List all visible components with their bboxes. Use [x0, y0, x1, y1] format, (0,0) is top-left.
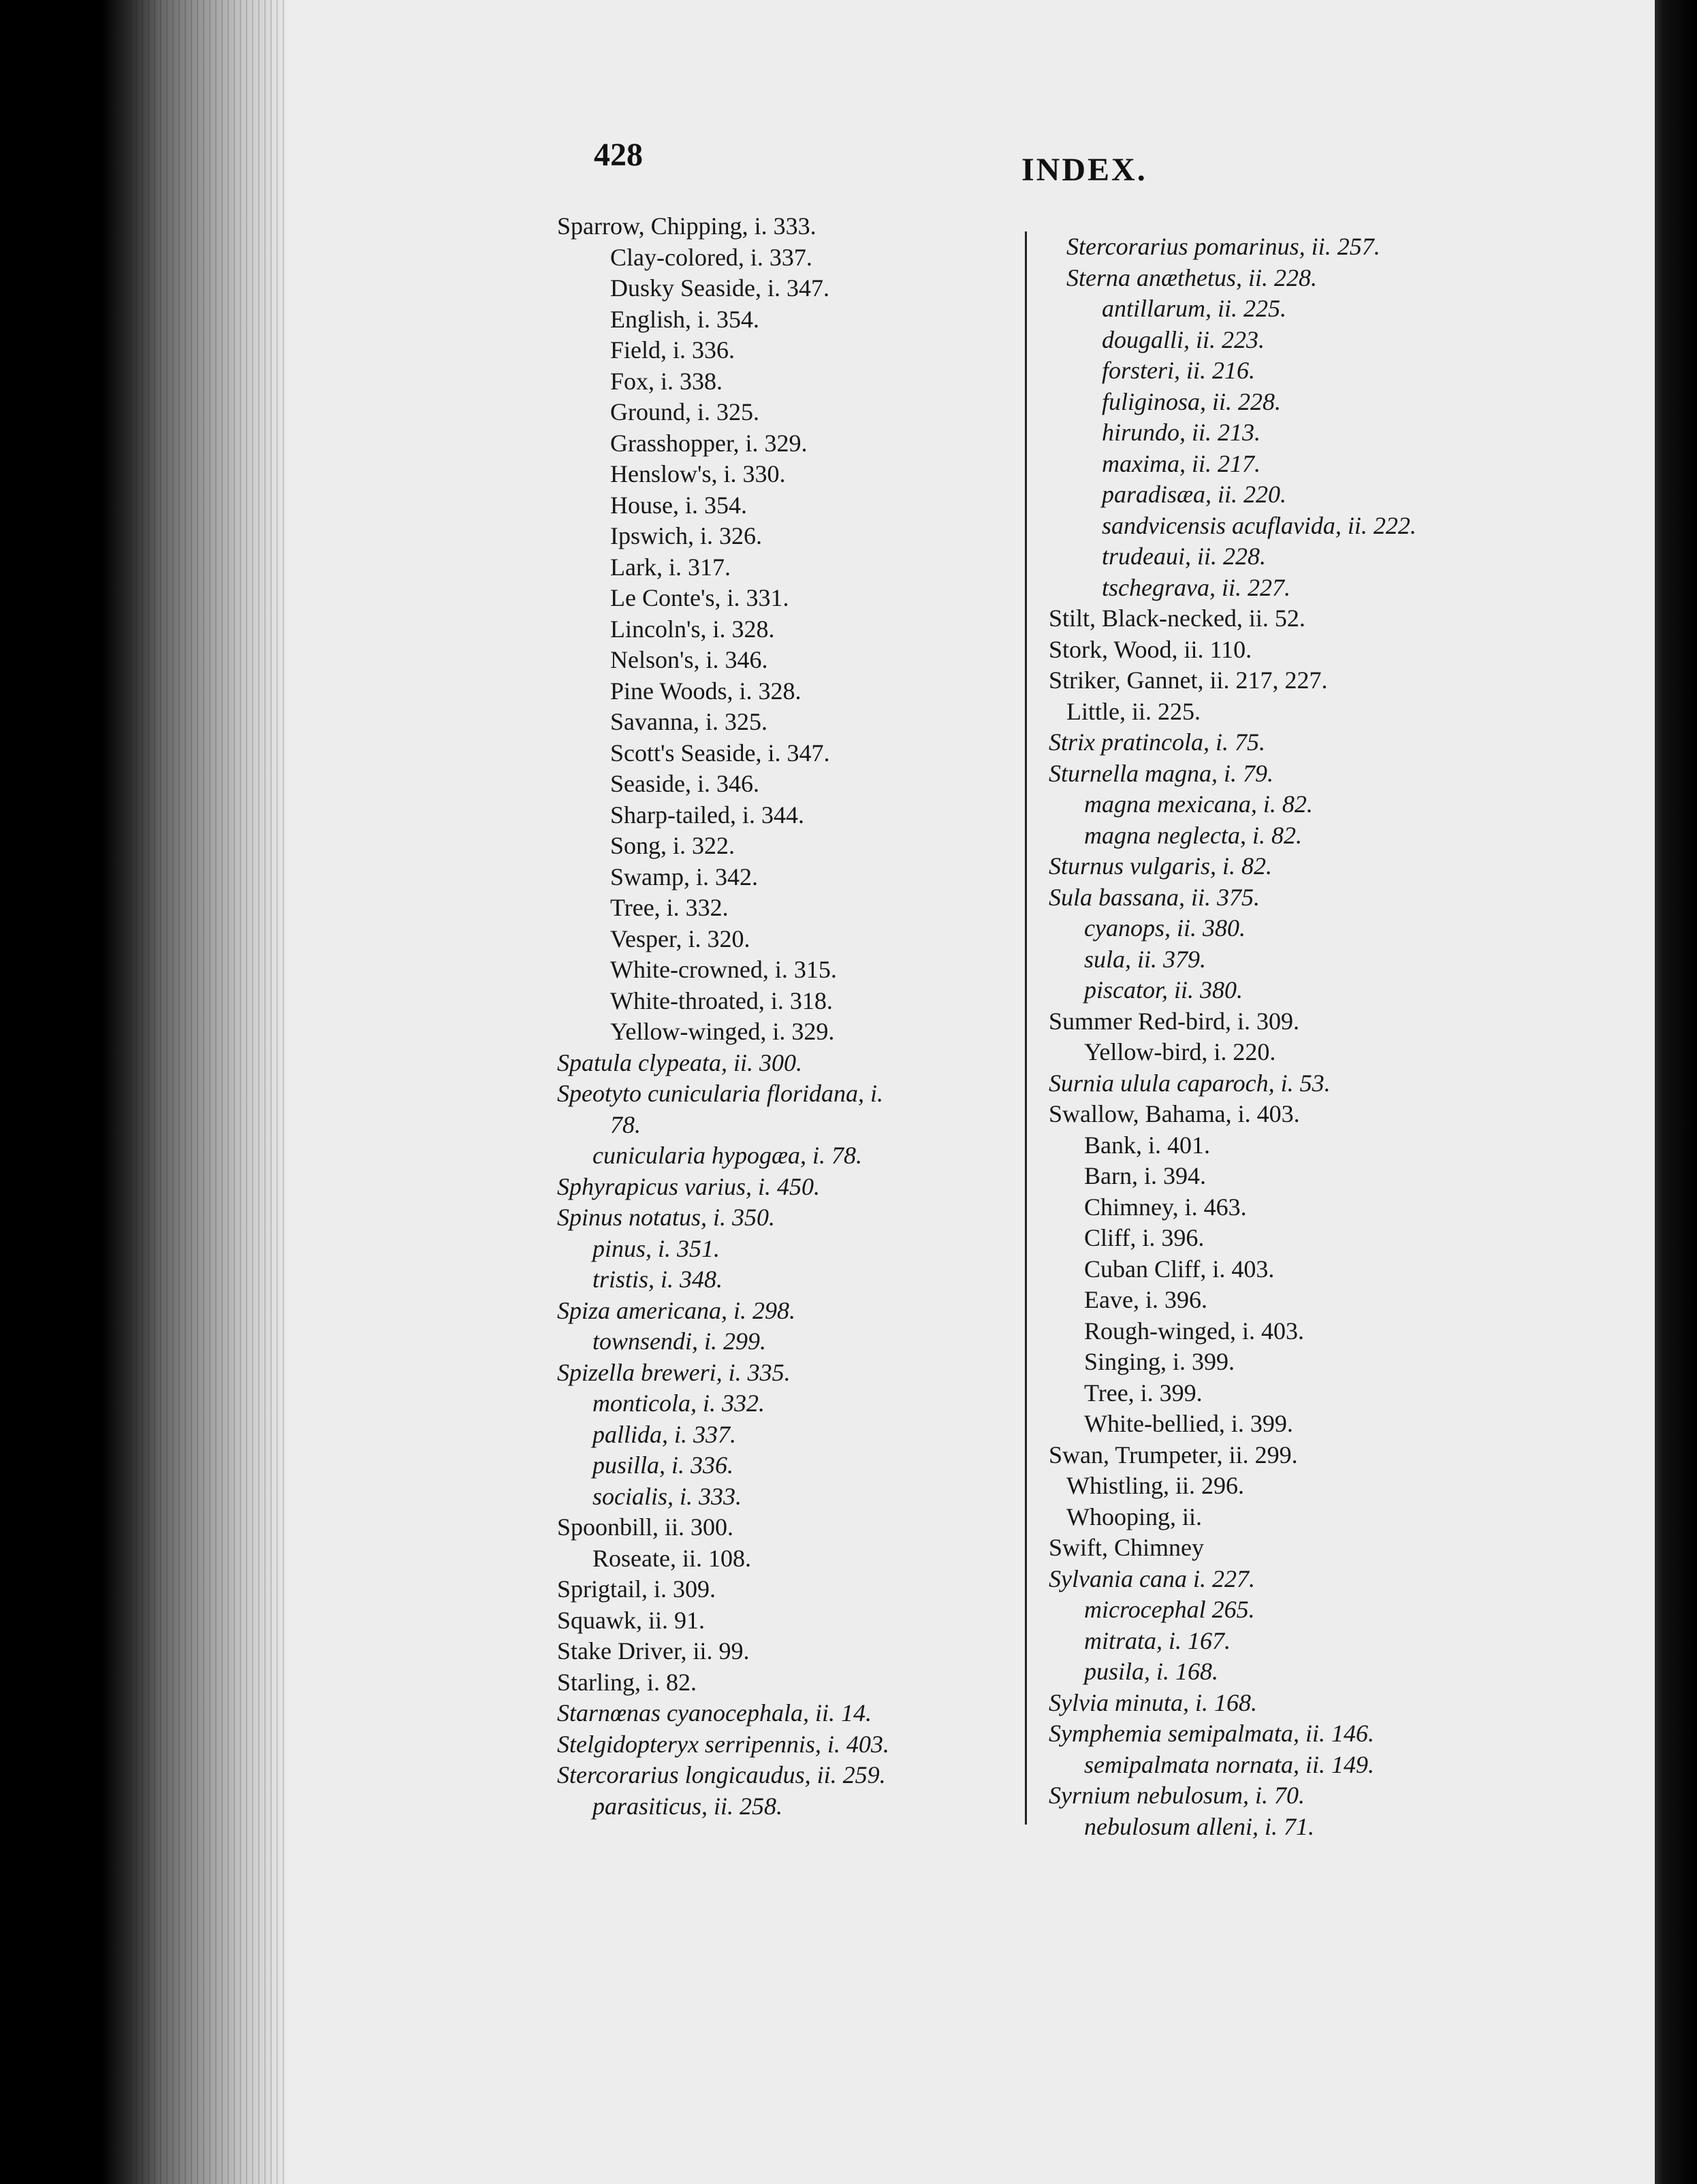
index-entry — [1049, 1532, 1525, 1564]
index-entry — [1049, 1626, 1525, 1657]
index-entry-text: Spoonbill, ii. 300. — [557, 1513, 734, 1541]
index-entry — [557, 1016, 1047, 1048]
index-entry — [1049, 1223, 1525, 1254]
index-entry — [557, 366, 1047, 398]
index-entry — [557, 1234, 1047, 1265]
index-entry — [1049, 758, 1525, 790]
index-entry-text: Le Conte's, i. 331. — [610, 584, 789, 611]
index-entry-text: Yellow-bird, i. 220. — [1084, 1038, 1276, 1065]
index-entry — [1049, 665, 1525, 696]
index-entry-text: cunicularia hypogæa, i. 78. — [592, 1142, 862, 1169]
index-entry — [1049, 944, 1525, 976]
index-entry — [1049, 1780, 1525, 1812]
index-entry-text: Tree, i. 332. — [610, 894, 729, 921]
index-entry — [557, 769, 1047, 800]
index-entry — [557, 954, 1047, 986]
index-entry — [1049, 573, 1525, 604]
index-entry-text: mitrata, i. 167. — [1084, 1626, 1231, 1654]
index-entry — [1049, 1068, 1525, 1099]
index-entry-text: Stake Driver, ii. 99. — [557, 1637, 750, 1665]
index-entry — [557, 304, 1047, 336]
index-entry — [1049, 1254, 1525, 1285]
index-entry-text: Spizella breweri, i. 335. — [557, 1358, 791, 1386]
index-entry — [557, 614, 1047, 645]
index-entry-text: microcephal 265. — [1084, 1596, 1255, 1623]
index-entry — [1049, 1347, 1525, 1378]
index-entry-text: Sterna anæthetus, ii. 228. — [1066, 263, 1317, 291]
index-entry-text: Starnœnas cyanocephala, ii. 14. — [557, 1699, 872, 1727]
index-entry — [557, 1698, 1047, 1729]
index-entry-text: Stercorarius pomarinus, ii. 257. — [1066, 233, 1380, 260]
index-entry — [557, 676, 1047, 707]
index-entry — [1049, 1409, 1525, 1440]
index-entry — [1049, 635, 1525, 666]
index-entry — [1049, 355, 1525, 387]
index-entry — [557, 1450, 1047, 1481]
index-entry-text: dougalli, ii. 223. — [1102, 325, 1265, 353]
index-entry-text: pusila, i. 168. — [1084, 1658, 1219, 1685]
index-entry-text: Syrnium nebulosum, i. 70. — [1049, 1782, 1305, 1809]
index-entry — [557, 1760, 1047, 1791]
index-entry — [1049, 263, 1525, 294]
index-entry-text: Surnia ulula caparoch, i. 53. — [1049, 1069, 1331, 1097]
index-entry — [557, 1605, 1047, 1637]
index-entry-text: Dusky Seaside, i. 347. — [610, 274, 829, 302]
index-entry-text: Sturnus vulgaris, i. 82. — [1049, 852, 1273, 880]
index-entry — [557, 645, 1047, 676]
index-entry-text: Little, ii. 225. — [1066, 697, 1201, 725]
index-entry-text: Tree, i. 399. — [1084, 1379, 1203, 1407]
index-entry — [1049, 1316, 1525, 1347]
index-entry — [1049, 789, 1525, 820]
index-entry — [557, 1481, 1047, 1513]
index-entry-text: Stelgidopteryx serripennis, i. 403. — [557, 1730, 889, 1758]
index-entry-text: Spiza americana, i. 298. — [557, 1296, 795, 1324]
index-entry-text: piscator, ii. 380. — [1084, 976, 1243, 1003]
index-entry — [557, 924, 1047, 955]
index-entry — [1049, 820, 1525, 852]
index-entry — [557, 552, 1047, 583]
index-entry — [1049, 1285, 1525, 1316]
index-entry — [557, 1264, 1047, 1296]
index-entry — [1049, 449, 1525, 480]
index-entry — [557, 211, 1047, 242]
index-entry-text: paradisæa, ii. 220. — [1102, 481, 1287, 508]
index-entry — [557, 1358, 1047, 1389]
index-entry — [1049, 1564, 1525, 1595]
index-entry-text: White-throated, i. 318. — [610, 986, 833, 1014]
index-entry-text: Field, i. 336. — [610, 336, 735, 364]
index-entry — [557, 1729, 1047, 1761]
index-entry — [557, 800, 1047, 831]
page-header: INDEX. — [1021, 152, 1147, 188]
index-entry-text: English, i. 354. — [610, 305, 760, 333]
index-entry — [557, 1419, 1047, 1451]
index-entry — [557, 273, 1047, 304]
index-entry-text: Sturnella magna, i. 79. — [1049, 759, 1273, 787]
page-edges — [129, 0, 286, 2184]
index-entry-text: Scott's Seaside, i. 347. — [610, 739, 830, 767]
index-entry — [1049, 1006, 1525, 1038]
index-entry-text: pallida, i. 337. — [592, 1420, 737, 1448]
index-entry — [557, 1543, 1047, 1575]
index-entry-text: Spinus notatus, i. 350. — [557, 1204, 776, 1231]
index-entry-text: Stercorarius longicaudus, ii. 259. — [557, 1761, 886, 1788]
index-entry-text: Henslow's, i. 330. — [610, 460, 786, 487]
index-entry-text: socialis, i. 333. — [592, 1482, 742, 1510]
index-entry-text: Speotyto cunicularia floridana, i. — [557, 1080, 883, 1107]
index-entry-text: Strix pratincola, i. 75. — [1049, 728, 1265, 756]
index-entry-text: antillarum, ii. 225. — [1102, 295, 1287, 322]
index-entry — [557, 521, 1047, 552]
index-entry-text: maxima, ii. 217. — [1102, 449, 1260, 477]
index-entry-text: magna mexicana, i. 82. — [1084, 790, 1313, 818]
index-entry — [557, 1048, 1047, 1079]
index-entry — [1049, 387, 1525, 418]
index-entry — [1049, 1130, 1525, 1161]
index-entry-text: Clay-colored, i. 337. — [610, 243, 812, 271]
index-entry — [557, 862, 1047, 893]
index-entry-text: Starling, i. 82. — [557, 1668, 697, 1696]
index-entry-text: Song, i. 322. — [610, 832, 735, 859]
index-entry-text: parasiticus, ii. 258. — [592, 1792, 783, 1820]
index-entry — [1049, 727, 1525, 758]
index-entry-text: Whistling, ii. 296. — [1066, 1472, 1244, 1499]
right-page-edge — [1655, 0, 1697, 2184]
index-entry — [1049, 511, 1525, 542]
index-entry — [1049, 1812, 1525, 1843]
index-entry-text: tschegrava, ii. 227. — [1102, 573, 1290, 601]
index-entry — [1049, 1656, 1525, 1688]
index-entry-text: Chimney, i. 463. — [1084, 1193, 1247, 1221]
index-entry-text: tristis, i. 348. — [592, 1266, 723, 1293]
index-entry-text: Grasshopper, i. 329. — [610, 429, 808, 457]
index-entry-text: Sylvania cana i. 227. — [1049, 1564, 1255, 1592]
index-entry — [557, 738, 1047, 769]
index-entry — [557, 1574, 1047, 1605]
index-entry — [557, 1388, 1047, 1419]
index-entry — [1049, 1037, 1525, 1068]
index-entry — [1049, 1099, 1525, 1130]
index-entry-text: Nelson's, i. 346. — [610, 646, 768, 673]
index-entry-text: Stilt, Black-necked, ii. 52. — [1049, 605, 1305, 632]
index-entry-text: trudeaui, ii. 228. — [1102, 543, 1266, 570]
index-entry — [1049, 1594, 1525, 1626]
index-entry-text: Vesper, i. 320. — [610, 925, 750, 952]
index-entry-text: Sparrow, Chipping, i. 333. — [557, 212, 816, 240]
index-entry-text: Cliff, i. 396. — [1084, 1224, 1205, 1251]
index-entry-text: Lincoln's, i. 328. — [610, 615, 775, 643]
index-entry-text: Striker, Gannet, ii. 217, 227. — [1049, 667, 1328, 694]
index-entry — [557, 335, 1047, 366]
index-entry-text: Barn, i. 394. — [1084, 1162, 1206, 1189]
index-entry — [1049, 913, 1525, 944]
index-entry-text: Ground, i. 325. — [610, 398, 759, 425]
index-column-left — [557, 211, 1047, 1822]
index-entry — [557, 893, 1047, 924]
index-entry — [1049, 1502, 1525, 1533]
index-entry — [1049, 325, 1525, 356]
index-entry-text: White-bellied, i. 399. — [1084, 1410, 1293, 1437]
index-entry — [557, 1636, 1047, 1667]
index-entry-text: Spatula clypeata, ii. 300. — [557, 1048, 802, 1076]
index-entry — [557, 1296, 1047, 1327]
index-entry — [1049, 1718, 1525, 1750]
index-entry-text: monticola, i. 332. — [592, 1390, 765, 1417]
index-entry-text: Roseate, ii. 108. — [592, 1544, 751, 1572]
index-entry-text: pusilla, i. 336. — [592, 1451, 734, 1479]
index-entry-text: semipalmata nornata, ii. 149. — [1084, 1750, 1375, 1778]
index-entry — [557, 1512, 1047, 1543]
index-entry-text: Ipswich, i. 326. — [610, 522, 762, 549]
index-entry-text: Sprigtail, i. 309. — [557, 1575, 716, 1603]
index-entry-text: House, i. 354. — [610, 491, 747, 519]
index-entry-text: Sharp-tailed, i. 344. — [610, 801, 804, 829]
index-entry — [1049, 1161, 1525, 1192]
index-entry-text: Savanna, i. 325. — [610, 708, 767, 735]
index-entry — [1049, 479, 1525, 511]
index-entry — [557, 1667, 1047, 1699]
index-entry — [1049, 696, 1525, 728]
index-entry — [1049, 1378, 1525, 1409]
index-entry-text: nebulosum alleni, i. 71. — [1084, 1812, 1314, 1840]
index-entry-text: cyanops, ii. 380. — [1084, 914, 1246, 942]
index-entry-text: Cuban Cliff, i. 403. — [1084, 1255, 1275, 1283]
index-entry — [1049, 1750, 1525, 1781]
index-entry-continuation: 78. — [610, 1110, 641, 1138]
index-entry — [557, 428, 1047, 460]
index-entry-text: Sylvia minuta, i. 168. — [1049, 1688, 1257, 1716]
index-entry — [557, 242, 1047, 274]
page-number: 428 — [594, 137, 643, 173]
index-entry — [1049, 1440, 1525, 1471]
index-entry-text: pinus, i. 351. — [592, 1234, 720, 1262]
index-entry — [1049, 417, 1525, 449]
index-entry-text: forsteri, ii. 216. — [1102, 357, 1256, 384]
index-entry — [557, 490, 1047, 521]
index-entry-text: Swift, Chimney — [1049, 1534, 1205, 1561]
index-entry — [557, 707, 1047, 738]
index-entry-text: Squawk, ii. 91. — [557, 1606, 705, 1634]
index-entry-text: Swamp, i. 342. — [610, 863, 759, 890]
index-entry — [1049, 541, 1525, 573]
index-entry — [1049, 1192, 1525, 1223]
index-entry — [1049, 231, 1525, 263]
index-entry-text: magna neglecta, i. 82. — [1084, 821, 1302, 849]
index-entry — [1049, 882, 1525, 914]
index-entry-text: townsendi, i. 299. — [592, 1328, 767, 1355]
index-entry-text: Sula bassana, ii. 375. — [1049, 883, 1260, 911]
index-entry — [557, 1078, 1047, 1140]
index-entry-text: Whooping, ii. — [1066, 1503, 1202, 1530]
index-entry-text: Stork, Wood, ii. 110. — [1049, 635, 1252, 663]
index-entry — [1049, 1688, 1525, 1719]
index-entry-text: Singing, i. 399. — [1084, 1348, 1235, 1375]
index-entry-text: sandvicensis acuflavida, ii. 222. — [1102, 511, 1416, 539]
index-column-right — [1049, 231, 1525, 1842]
index-entry — [557, 397, 1047, 428]
index-entry — [1049, 603, 1525, 635]
index-entry-text: Rough-winged, i. 403. — [1084, 1317, 1304, 1345]
index-entry-text: Pine Woods, i. 328. — [610, 677, 802, 705]
index-entry-text: Summer Red-bird, i. 309. — [1049, 1007, 1299, 1035]
index-entry — [557, 1202, 1047, 1234]
index-entry-text: Yellow-winged, i. 329. — [610, 1018, 835, 1045]
index-entry-text: Swallow, Bahama, i. 403. — [1049, 1100, 1300, 1127]
index-entry-text: Symphemia semipalmata, ii. 146. — [1049, 1720, 1374, 1747]
index-entry — [1049, 851, 1525, 882]
index-entry — [1049, 975, 1525, 1006]
index-entry-text: Seaside, i. 346. — [610, 770, 759, 797]
index-entry — [557, 1791, 1047, 1822]
index-entry-text: Bank, i. 401. — [1084, 1131, 1210, 1159]
index-entry-text: fuliginosa, ii. 228. — [1102, 387, 1282, 415]
index-entry — [557, 1326, 1047, 1358]
index-entry — [557, 986, 1047, 1017]
index-entry — [557, 1172, 1047, 1203]
index-entry — [557, 583, 1047, 614]
index-entry-text: Lark, i. 317. — [610, 553, 731, 581]
index-entry-text: hirundo, ii. 213. — [1102, 419, 1261, 446]
index-entry — [1049, 1471, 1525, 1502]
index-entry-text: Swan, Trumpeter, ii. 299. — [1049, 1441, 1298, 1468]
index-entry-text: Eave, i. 396. — [1084, 1286, 1207, 1313]
index-entry-text: Fox, i. 338. — [610, 367, 723, 395]
index-entry — [557, 1140, 1047, 1172]
index-entry — [1049, 293, 1525, 325]
index-entry-text: sula, ii. 379. — [1084, 945, 1207, 973]
index-entry-text: White-crowned, i. 315. — [610, 956, 837, 983]
index-entry — [557, 459, 1047, 490]
index-entry — [557, 831, 1047, 862]
index-entry-text: Sphyrapicus varius, i. 450. — [557, 1172, 820, 1200]
